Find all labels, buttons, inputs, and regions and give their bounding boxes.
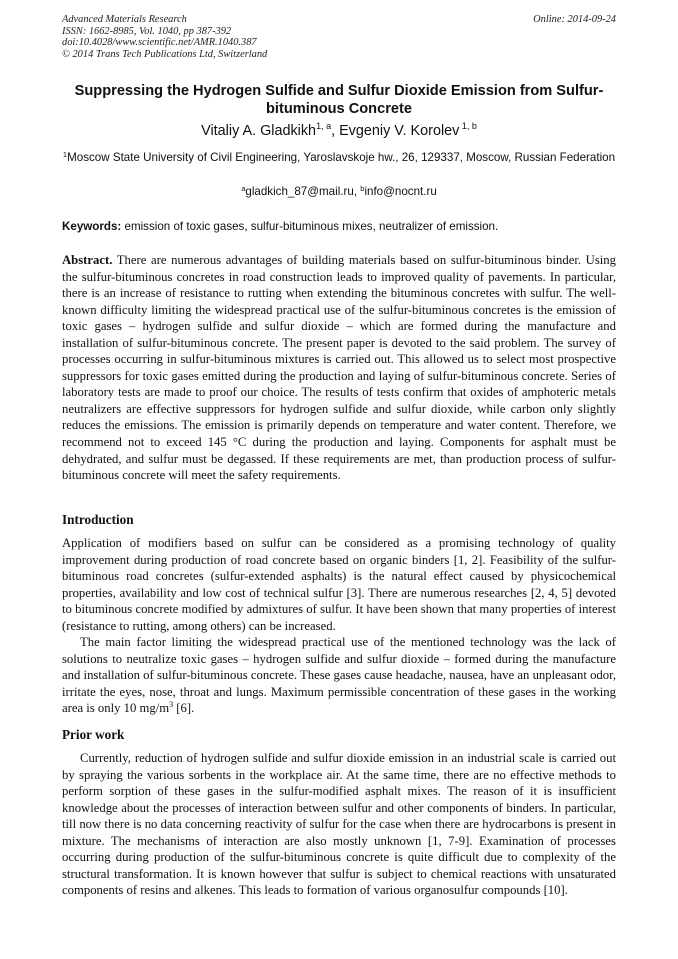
paper-title: Suppressing the Hydrogen Sulfide and Sulfur Dioxide Emission from Sulfur-bituminous Concrete bbox=[74, 83, 604, 117]
journal-name: Advanced Materials Research bbox=[62, 14, 187, 25]
author-affiliation-mark: 1, b bbox=[459, 121, 477, 131]
author-emails bbox=[62, 184, 616, 199]
paragraph bbox=[62, 634, 616, 717]
abstract-label: Abstract. bbox=[62, 253, 113, 267]
paragraph: Currently, reduction of hydrogen sulfide and sulfur dioxide emission in an industrial scale is carried out by spraying the various sorbents in the workplace air. At the same time, there are no effective methods to perform sorption of these gases in the sulfur-modified asphalt mixes. The reason of it is insufficient knowledge about the processes of interaction between sulfur and other components of binders. In particular, till now there is no data concerning reactivity of sulfur for the case when there are hydrocarbons is present in mixture. The mechanisms of interaction are also mostly unknown [1, 7-9]. Examination of processes occurring during production of the sulfur-bituminous concrete is quite difficult due to complexity of the structural transformation. It is known however that sulfur is subject to chemical reactions with unsaturated components of resins and alkenes. This leads to formation of various organosulfur compounds [10]. bbox=[62, 751, 616, 898]
affiliation bbox=[62, 150, 616, 166]
paragraph: Application of modifiers based on sulfur can be considered as a promising technology of quality improvement during production of road concrete based on organic binders [1, 2]. Feasibility of the sulfur-bituminous road concretes (sulfur-extended asphalts) is the natural effect caused by physicochemical properties, availability and low cost of technical sulfur [3]. There are numerous researches [2, 4, 5] devoted to bituminous concrete modified by admixtures of sulfur. It have been shown that many properties of interest (resistance to rutting, among others) can be increased. bbox=[62, 536, 616, 633]
author-affiliation-mark: 1, a bbox=[316, 121, 332, 131]
author-name: Vitaliy A. Gladkikh bbox=[201, 123, 317, 139]
section-heading-introduction: Introduction bbox=[62, 512, 134, 527]
affiliation-mark: 1 bbox=[62, 150, 68, 159]
author-separator: , bbox=[331, 123, 340, 139]
unit-superscript: 3 bbox=[169, 700, 174, 710]
keywords-label: Keywords: bbox=[62, 220, 122, 233]
online-date: Online: 2014-09-24 bbox=[533, 14, 616, 25]
paragraph-text: The main factor limiting the widespread practical use of the mentioned technology was the lack of solutions to neutralize toxic gases – hydrogen sulfide and sulfur dioxide – formed during the manufacture and installation of sulfur-bituminous concrete. These gases cause headache, nausea, have an unpleasant odor, irritate the eyes, nose, throat and lungs. Maximum permissible concentration of these gases in the working area is only 10 mg/m bbox=[62, 635, 616, 716]
author-name: Evgeniy V. Korolev bbox=[339, 123, 460, 139]
affiliation-text: Moscow State University of Civil Engineering, Yaroslavskoje hw., 26, 129337, Moscow, Russian Federation bbox=[67, 151, 616, 164]
email-mark: a bbox=[241, 184, 246, 193]
journal-doi[interactable]: doi:10.4028/www.scientific.net/AMR.1040.387 bbox=[62, 37, 257, 49]
author-list bbox=[62, 122, 616, 140]
email-link[interactable]: gladkich_87@mail.ru bbox=[245, 185, 354, 198]
keywords bbox=[62, 219, 616, 234]
email-link[interactable]: info@nocnt.ru bbox=[364, 185, 437, 198]
journal-copyright: © 2014 Trans Tech Publications Ltd, Switzerland bbox=[62, 48, 268, 60]
journal-issn: ISSN: 1662-8985, Vol. 1040, pp 387-392 bbox=[62, 25, 232, 37]
introduction-section bbox=[62, 535, 616, 717]
abstract-text: There are numerous advantages of building materials based on sulfur-bituminous binder. Using the sulfur-bituminous concretes in road construction leads to improved quality of pavements. In particular, there is an increase of resistance to rutting when extending the bituminous concretes with sulfur. The well-known difficulty limiting the widespread practical use of the sulfur-bituminous concretes is the emission of toxic gases – hydrogen sulfide and sulfur dioxide – which are formed during the manufacture and installation of sulfur-bituminous concrete. The present paper is devoted to the said problem. The survey of processes occurring in sulfur-bituminous mixtures is carried out. This allowed us to select most prospective suppressors for toxic gases emitted during the production and laying of sulfur-bituminous concrete. Series of laboratory tests are made to proof our choice. The results of tests confirm that oxides of amphoteric metals neutralizers are effective suppressors for hydrogen sulfide and sulfur dioxide, while carbon only slightly reduces the emissions. The emission is primarily depends on temperature and water content. Therefore, we recommend not to exceed 145 °C during the production and laying. Components for asphalt must be dehydrated, and sulfur must be degassed. If these requirements are met, than production process of sulfur-bituminous concrete will meet the safety requirements. bbox=[62, 253, 616, 483]
section-heading-prior-work: Prior work bbox=[62, 727, 125, 742]
email-separator: , bbox=[353, 185, 361, 198]
prior-work-section bbox=[62, 750, 616, 899]
keywords-text: emission of toxic gases, sulfur-bituminous mixes, neutralizer of emission. bbox=[121, 220, 499, 233]
email-mark: b bbox=[360, 184, 365, 193]
abstract bbox=[62, 252, 616, 484]
paragraph-text: [6]. bbox=[173, 701, 195, 716]
journal-header bbox=[62, 14, 616, 60]
